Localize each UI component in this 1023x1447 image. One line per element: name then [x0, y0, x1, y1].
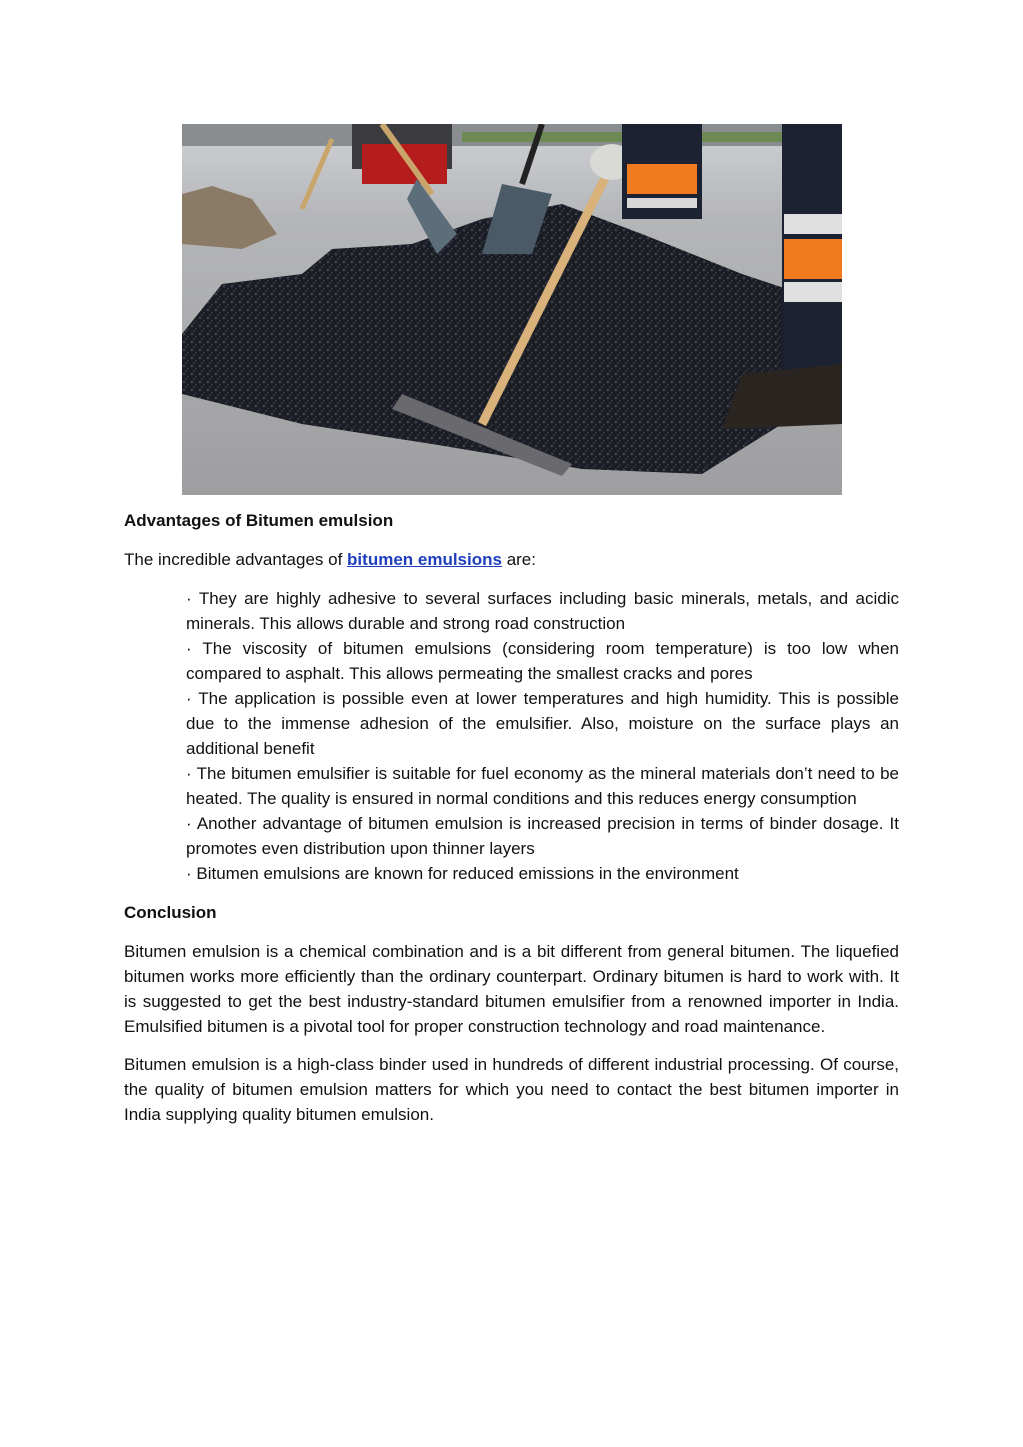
list-item: · They are highly adhesive to several surfaces including basic minerals, metals, and acidic minerals. This allows durable and strong road construction — [186, 589, 899, 633]
intro-text-before: The incredible advantages of — [124, 550, 348, 569]
document-body — [124, 508, 899, 1127]
conclusion-paragraph: Bitumen emulsion is a chemical combination and is a bit different from general bitumen. The liquefied bitumen works more efficiently than the ordinary counterpart. Ordinary bitumen is hard to work with. It is suggested to get the best industry-standard bitumen emulsifier from a renowned importer in India. Emulsified bitumen is a pivotal tool for proper construction technology and road maintenance. — [124, 942, 899, 1036]
asphalt-repair-photo — [182, 124, 842, 495]
conclusion-paragraph: Bitumen emulsion is a high-class binder used in hundreds of different industrial processing. Of course, the quality of bitumen emulsion matters for which you need to contact the best bitumen importer in India supplying quality bitumen emulsion. — [124, 1055, 899, 1124]
list-item: · The bitumen emulsifier is suitable for fuel economy as the mineral materials don’t need to be heated. The quality is ensured in normal conditions and this reduces energy consumption — [186, 764, 899, 808]
list-item: · Bitumen emulsions are known for reduced emissions in the environment — [186, 864, 739, 883]
list-item: · The viscosity of bitumen emulsions (considering room temperature) is too low when compared to asphalt. This allows permeating the smallest cracks and pores — [186, 639, 899, 683]
advantages-list — [186, 586, 899, 886]
list-item: · The application is possible even at lower temperatures and high humidity. This is possible due to the immense adhesion of the emulsifier. Also, moisture on the surface plays an additional benefit — [186, 689, 899, 758]
conclusion-heading: Conclusion — [124, 903, 217, 922]
advantages-intro — [124, 547, 899, 572]
bitumen-emulsions-link[interactable]: bitumen emulsions — [347, 550, 502, 569]
list-item: · Another advantage of bitumen emulsion is increased precision in terms of binder dosage. It promotes even distribution upon thinner layers — [186, 814, 899, 858]
intro-text-after: are: — [501, 550, 536, 569]
advantages-heading: Advantages of Bitumen emulsion — [124, 511, 394, 530]
